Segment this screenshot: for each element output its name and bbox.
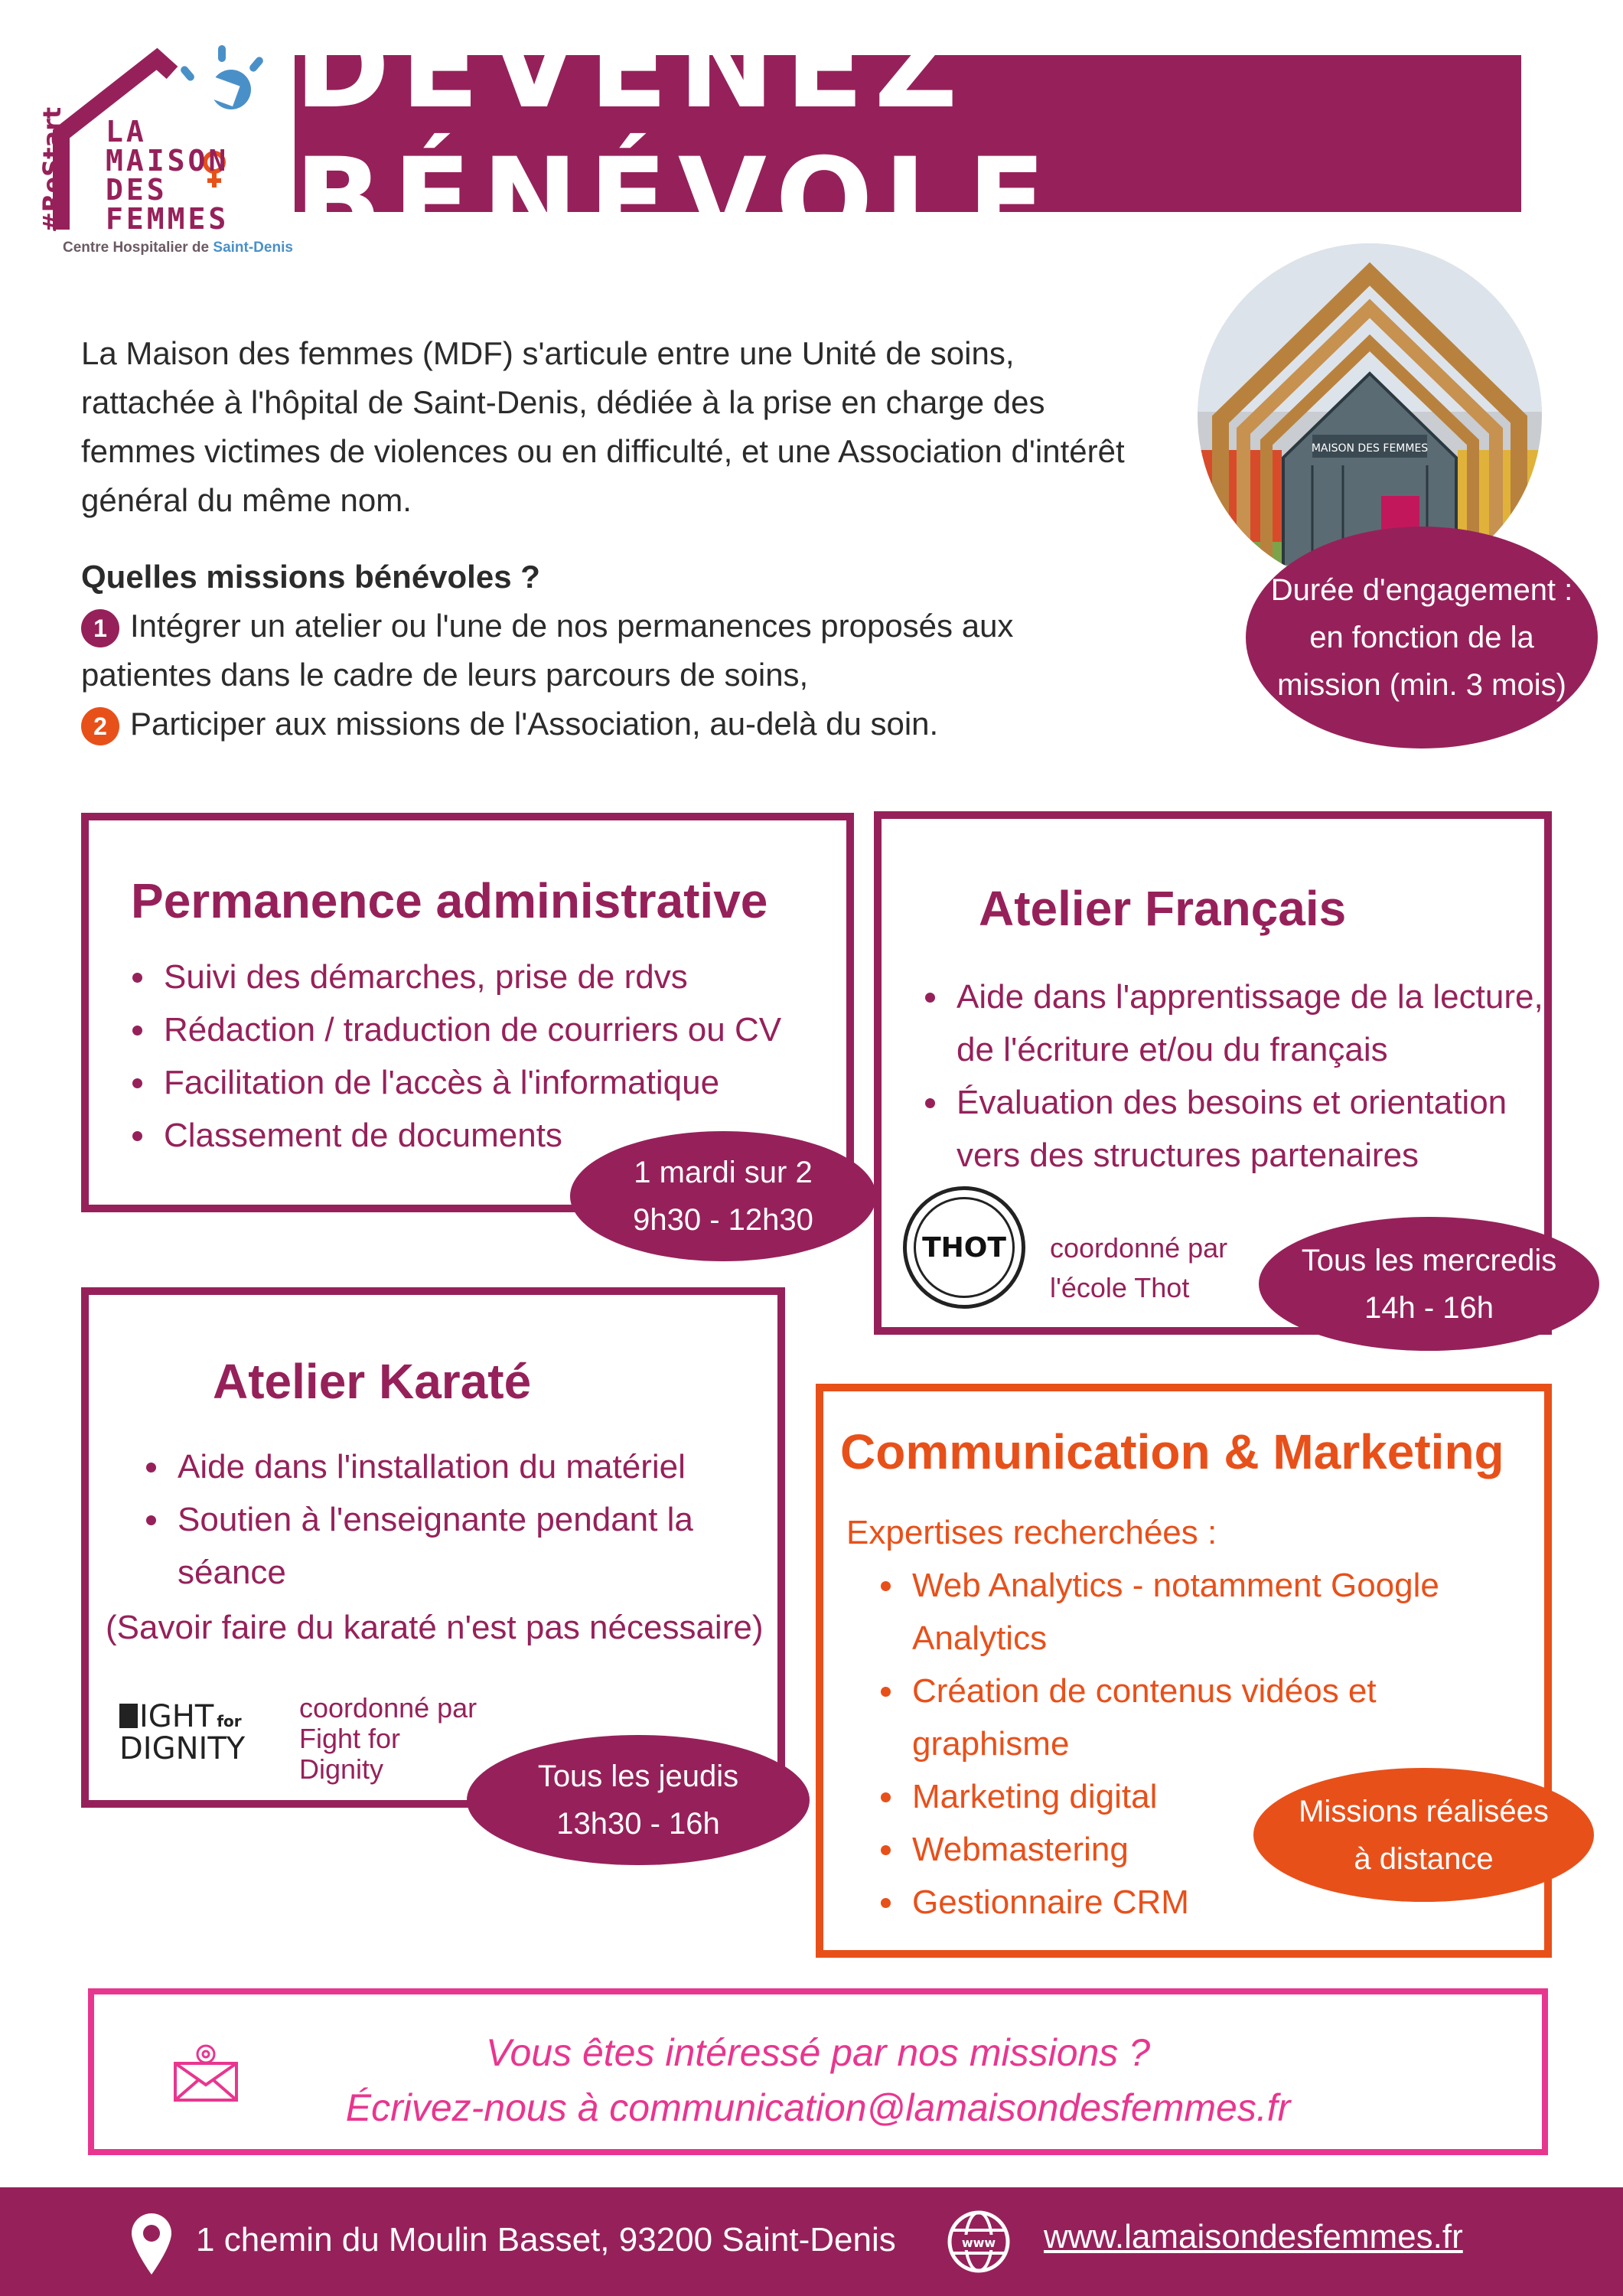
footer-website-link[interactable]: www.lamaisondesfemmes.fr bbox=[1044, 2218, 1463, 2255]
karate-coord-line-2: Fight for bbox=[299, 1723, 401, 1754]
fight-logo-for: for bbox=[217, 1712, 242, 1730]
card-karate-list bbox=[133, 1440, 784, 1599]
contact-line-1: Vous êtes intéressé par nos missions ? bbox=[485, 2031, 1151, 2074]
logo-line-2: MAISON bbox=[106, 144, 230, 178]
thot-logo-text: THOT bbox=[914, 1197, 1015, 1298]
list-item: • Suivi des démarches, prise de rdvs bbox=[158, 951, 781, 1003]
francais-schedule-line-1: Tous les mercredis bbox=[1301, 1243, 1557, 1277]
list-item: • Évaluation des besoins et orientation vers des structures partenaires bbox=[950, 1076, 1563, 1182]
duration-line-2: en fonction de la bbox=[1309, 621, 1534, 654]
francais-schedule-line-2: 14h - 16h bbox=[1364, 1290, 1494, 1325]
remote-mission-badge bbox=[1253, 1768, 1594, 1902]
fight-for-dignity-logo bbox=[119, 1701, 280, 1769]
list-item: • Aide dans l'apprentissage de la lecture, de l'écriture et/ou du français bbox=[950, 970, 1563, 1076]
karate-coord-line-3: Dignity bbox=[299, 1753, 384, 1785]
list-item: • Aide dans l'installation du matériel bbox=[171, 1440, 784, 1493]
logo bbox=[31, 42, 293, 272]
contact-email-line[interactable]: Écrivez-nous à communication@lamaisondesfemmes.fr bbox=[345, 2086, 1291, 2129]
list-item: • Facilitation de l'accès à l'informatique bbox=[158, 1056, 781, 1109]
card-francais-title: Atelier Français bbox=[979, 881, 1347, 936]
admin-schedule-line-1: 1 mardi sur 2 bbox=[634, 1156, 813, 1189]
list-item: • Webmastering bbox=[906, 1823, 1488, 1876]
francais-coordination bbox=[1050, 1228, 1227, 1308]
list-item: • Gestionnaire CRM bbox=[906, 1876, 1488, 1929]
logo-restart: #ReStart bbox=[37, 106, 67, 233]
thot-logo bbox=[903, 1186, 1025, 1309]
francais-coord-line-2: l'école Thot bbox=[1050, 1272, 1190, 1303]
comm-subtitle: Expertises recherchées : bbox=[846, 1514, 1217, 1551]
list-item: • Création de contenus vidéos et graphisme bbox=[906, 1665, 1488, 1770]
title-banner bbox=[295, 0, 1521, 267]
duration-badge bbox=[1246, 527, 1598, 748]
contact-text bbox=[94, 2025, 1542, 2135]
globe-www-label: www bbox=[961, 2236, 996, 2250]
karate-coord-line-1: coordonné par bbox=[299, 1692, 477, 1724]
list-item: • Classement de documents bbox=[158, 1109, 781, 1162]
fight-logo-line-2: DIGNITY bbox=[119, 1731, 246, 1766]
intro-section bbox=[81, 329, 1152, 748]
karate-schedule-line-2: 13h30 - 16h bbox=[556, 1807, 720, 1841]
admin-schedule-badge bbox=[570, 1131, 876, 1261]
duration-line-3: mission (min. 3 mois) bbox=[1277, 668, 1566, 702]
contact-box bbox=[88, 1988, 1548, 2155]
missions-title: Quelles missions bénévoles ? bbox=[81, 559, 540, 595]
logo-line-3: DES bbox=[106, 173, 168, 207]
building-sign: MAISON DES FEMMES bbox=[1311, 442, 1429, 455]
karate-schedule-line-1: Tous les jeudis bbox=[537, 1760, 739, 1793]
list-item: • Marketing digital bbox=[906, 1770, 1488, 1823]
logo-subtitle bbox=[63, 240, 293, 256]
fight-logo-line-1: IGHT bbox=[139, 1699, 214, 1734]
karate-schedule-badge bbox=[467, 1735, 810, 1865]
logo-text bbox=[106, 115, 230, 236]
footer-address: 1 chemin du Moulin Basset, 93200 Saint-Denis bbox=[196, 2221, 896, 2258]
mission-1-number: 1 bbox=[81, 609, 119, 647]
list-item: • Web Analytics - notamment Google Analytics bbox=[906, 1559, 1488, 1665]
duration-line-1: Durée d'engagement : bbox=[1270, 573, 1573, 607]
karate-coordination bbox=[299, 1693, 477, 1785]
remote-line-1: Missions réalisées bbox=[1299, 1794, 1549, 1828]
karate-note: (Savoir faire du karaté n'est pas nécessaire) bbox=[106, 1609, 764, 1646]
card-admin-list bbox=[119, 951, 781, 1162]
mission-1-text: Intégrer un atelier ou l'une de nos permanences proposés aux patientes dans le cadre de leurs parcours de soins, bbox=[81, 608, 1014, 693]
admin-schedule-line-2: 9h30 - 12h30 bbox=[633, 1203, 813, 1237]
mission-2-number: 2 bbox=[81, 707, 119, 745]
francais-schedule-badge bbox=[1259, 1217, 1599, 1351]
globe-icon bbox=[946, 2209, 1012, 2275]
footer bbox=[0, 2187, 1623, 2296]
card-francais-list bbox=[912, 970, 1563, 1182]
card-comm-title: Communication & Marketing bbox=[840, 1424, 1504, 1479]
logo-subtitle-city: Saint-Denis bbox=[213, 240, 293, 256]
list-item: • Soutien à l'enseignante pendant la séance bbox=[171, 1493, 784, 1599]
intro-paragraph: La Maison des femmes (MDF) s'articule entre une Unité de soins, rattachée à l'hôpital de Saint-Denis, dédiée à la prise en charge des femmes victimes de violences ou en difficulté, et une Association d'intérêt général du même nom. bbox=[81, 335, 1125, 518]
card-atelier-karate bbox=[81, 1287, 785, 1808]
list-item: • Rédaction / traduction de courriers ou CV bbox=[158, 1003, 781, 1056]
logo-line-4: FEMMES bbox=[106, 202, 230, 236]
page-title: DEVENEZ BÉNÉVOLE bbox=[295, 0, 1057, 267]
mission-2-text: Participer aux missions de l'Association, au-delà du soin. bbox=[130, 706, 939, 742]
location-pin-icon bbox=[129, 2210, 174, 2276]
mission-2 bbox=[81, 700, 1152, 748]
francais-coord-line-1: coordonné par bbox=[1050, 1232, 1228, 1264]
card-admin-title: Permanence administrative bbox=[131, 873, 768, 928]
mission-1 bbox=[81, 602, 1152, 700]
remote-line-2: à distance bbox=[1354, 1841, 1494, 1876]
card-karate-title: Atelier Karaté bbox=[213, 1354, 532, 1409]
logo-subtitle-prefix: Centre Hospitalier de bbox=[63, 240, 213, 256]
logo-line-1: LA bbox=[106, 115, 147, 148]
fist-icon bbox=[119, 1704, 138, 1728]
